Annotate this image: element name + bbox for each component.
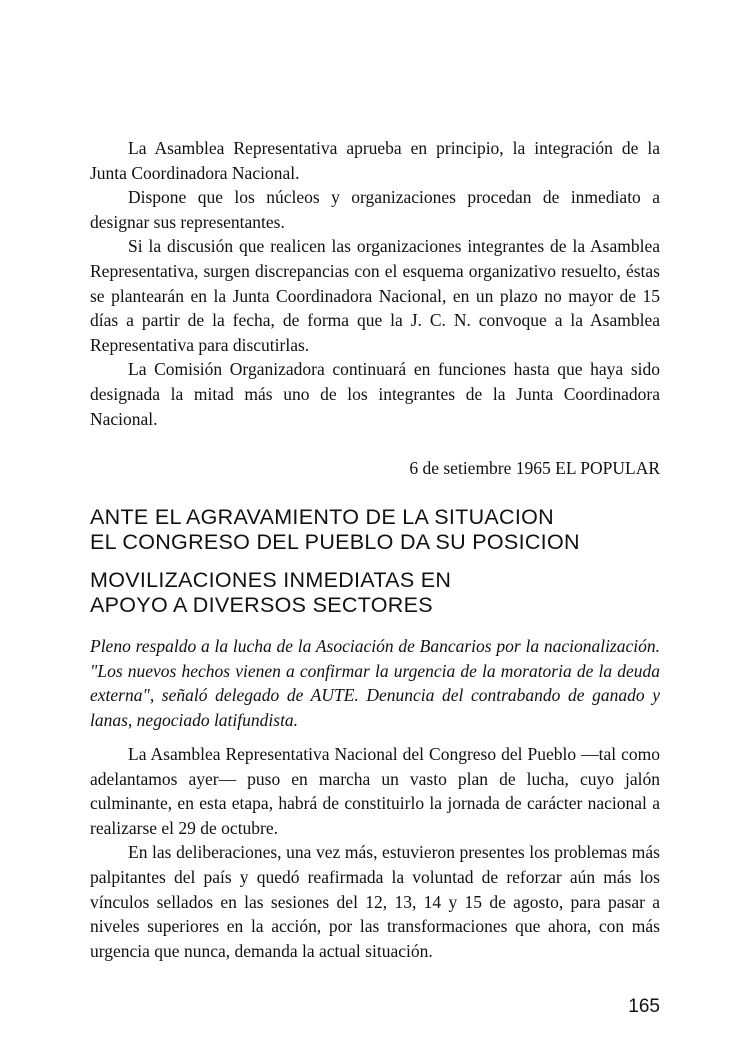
paragraph: La Asamblea Representativa Nacional del Congreso del Pueblo —tal como adelantamos ayer— puso en marcha un vasto plan de lucha, cuyo jalón culminante, en esta etapa, habrá de constituirlo la jornada de carácter nacional a realizarse el 29 de octubre. xyxy=(90,744,660,838)
paragraph: La Asamblea Representativa aprueba en principio, la integración de la Junta Coordinadora Nacional. xyxy=(90,138,660,183)
article-body xyxy=(90,742,660,963)
paragraph: La Comisión Organizadora continuará en funciones hasta que haya sido designada la mitad más uno de los integrantes de la Junta Coordinadora Nacional. xyxy=(90,359,660,429)
article-summary: Pleno respaldo a la lucha de la Asociación de Bancarios por la nacionalización. "Los nuevos hechos vienen a confirmar la urgencia de la moratoria de la deuda externa", señaló delegado de AUTE. Denuncia del contrabando de ganado y lanas, negociado latifundista. xyxy=(90,636,660,730)
article-headline xyxy=(90,505,660,555)
paragraph: En las deliberaciones, una vez más, estuvieron presentes los problemas más palpitantes del país y quedó reafirmada la voluntad de reforzar aún más los vínculos sellados en las sesiones del 12, 13, 14 y 15 de agosto, para pasar a niveles superiores en la acción, por las transformaciones que ahora, con más urgencia que nunca, demanda la actual situación. xyxy=(90,842,660,961)
article-subheadline xyxy=(90,568,660,618)
paragraph: Dispone que los núcleos y organizaciones procedan de inmediato a designar sus representantes. xyxy=(90,187,660,232)
resolution-text xyxy=(90,136,660,431)
subheadline-line: MOVILIZACIONES INMEDIATAS EN xyxy=(90,568,452,592)
source-dateline: 6 de setiembre 1965 EL POPULAR xyxy=(409,458,660,478)
paragraph: Si la discusión que realicen las organizaciones integrantes de la Asamblea Representativa, surgen discrepancias con el esquema organizativo resuelto, éstas se plantearán en la Junta Coordinadora Nacional, en un plazo no mayor de 15 días a partir de la fecha, de forma que la J. C. N. convoque a la Asamblea Representativa para discutirlas. xyxy=(90,236,660,355)
headline-line: EL CONGRESO DEL PUEBLO DA SU POSICION xyxy=(90,530,580,554)
subheadline-line: APOYO A DIVERSOS SECTORES xyxy=(90,593,433,617)
headline-line: ANTE EL AGRAVAMIENTO DE LA SITUACION xyxy=(90,505,555,529)
page-number: 165 xyxy=(628,996,660,1017)
